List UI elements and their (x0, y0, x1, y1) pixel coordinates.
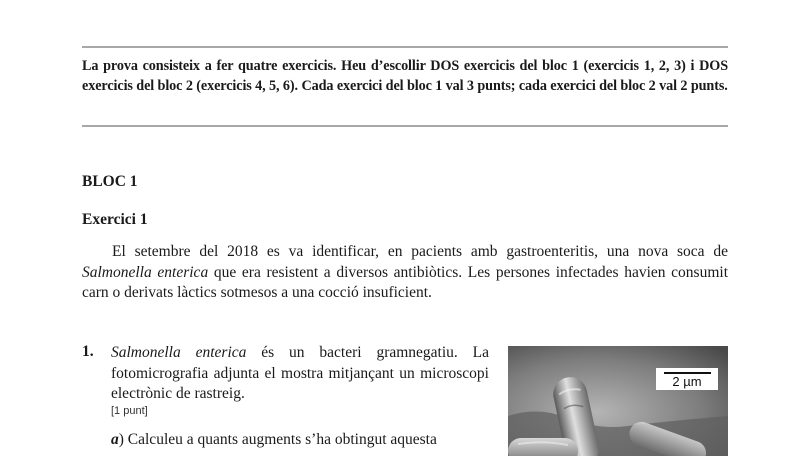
intro-text-2: que era resistent a diversos antibiòtics. Les persones infectades havien consumit carn o derivats làctics sotmesos a una cocció insuficient. (82, 263, 729, 301)
question-number: 1. (82, 343, 94, 360)
question-body: és un bacteri gramnegatiu. La fotomicrografia adjunta el mostra mitjançant un microscopi electrònic de rastreig. (111, 344, 489, 402)
exam-instructions: La prova consisteix a fer quatre exercicis. Heu d’escollir DOS exercicis del bloc 1 (exercicis 1, 2, 3) i DOS exercicis del bloc 2 (exercicis 4, 5, 6). Cada exercici del bloc 1 val 3 punts; cada exercici del bloc 2 val 2 punts. (82, 58, 728, 94)
sub-question-a (111, 430, 489, 451)
bacterium-rod-horizontal (508, 438, 578, 456)
block-heading: BLOC 1 (82, 173, 138, 190)
scale-box (656, 368, 718, 390)
micrograph-image (508, 346, 728, 456)
scale-label: 2 µm (672, 374, 702, 389)
sub-question-letter: a (111, 431, 119, 448)
sub-question-text: ) Calculeu a quants augments s’ha obtingut aquesta (118, 431, 437, 448)
top-rule (82, 46, 728, 48)
exercise-intro (82, 242, 728, 304)
intro-species: Salmonella enterica (82, 263, 209, 281)
exercise-heading: Exercici 1 (82, 211, 148, 228)
intro-text-1: El setembre del 2018 es va identificar, en pacients amb gastroenteritis, una nova soca de (112, 243, 728, 260)
question-points: [1 punt] (111, 405, 148, 417)
question-species: Salmonella enterica (111, 344, 247, 361)
question-text (111, 343, 489, 405)
bottom-rule (82, 125, 728, 127)
micrograph-svg (508, 346, 728, 456)
